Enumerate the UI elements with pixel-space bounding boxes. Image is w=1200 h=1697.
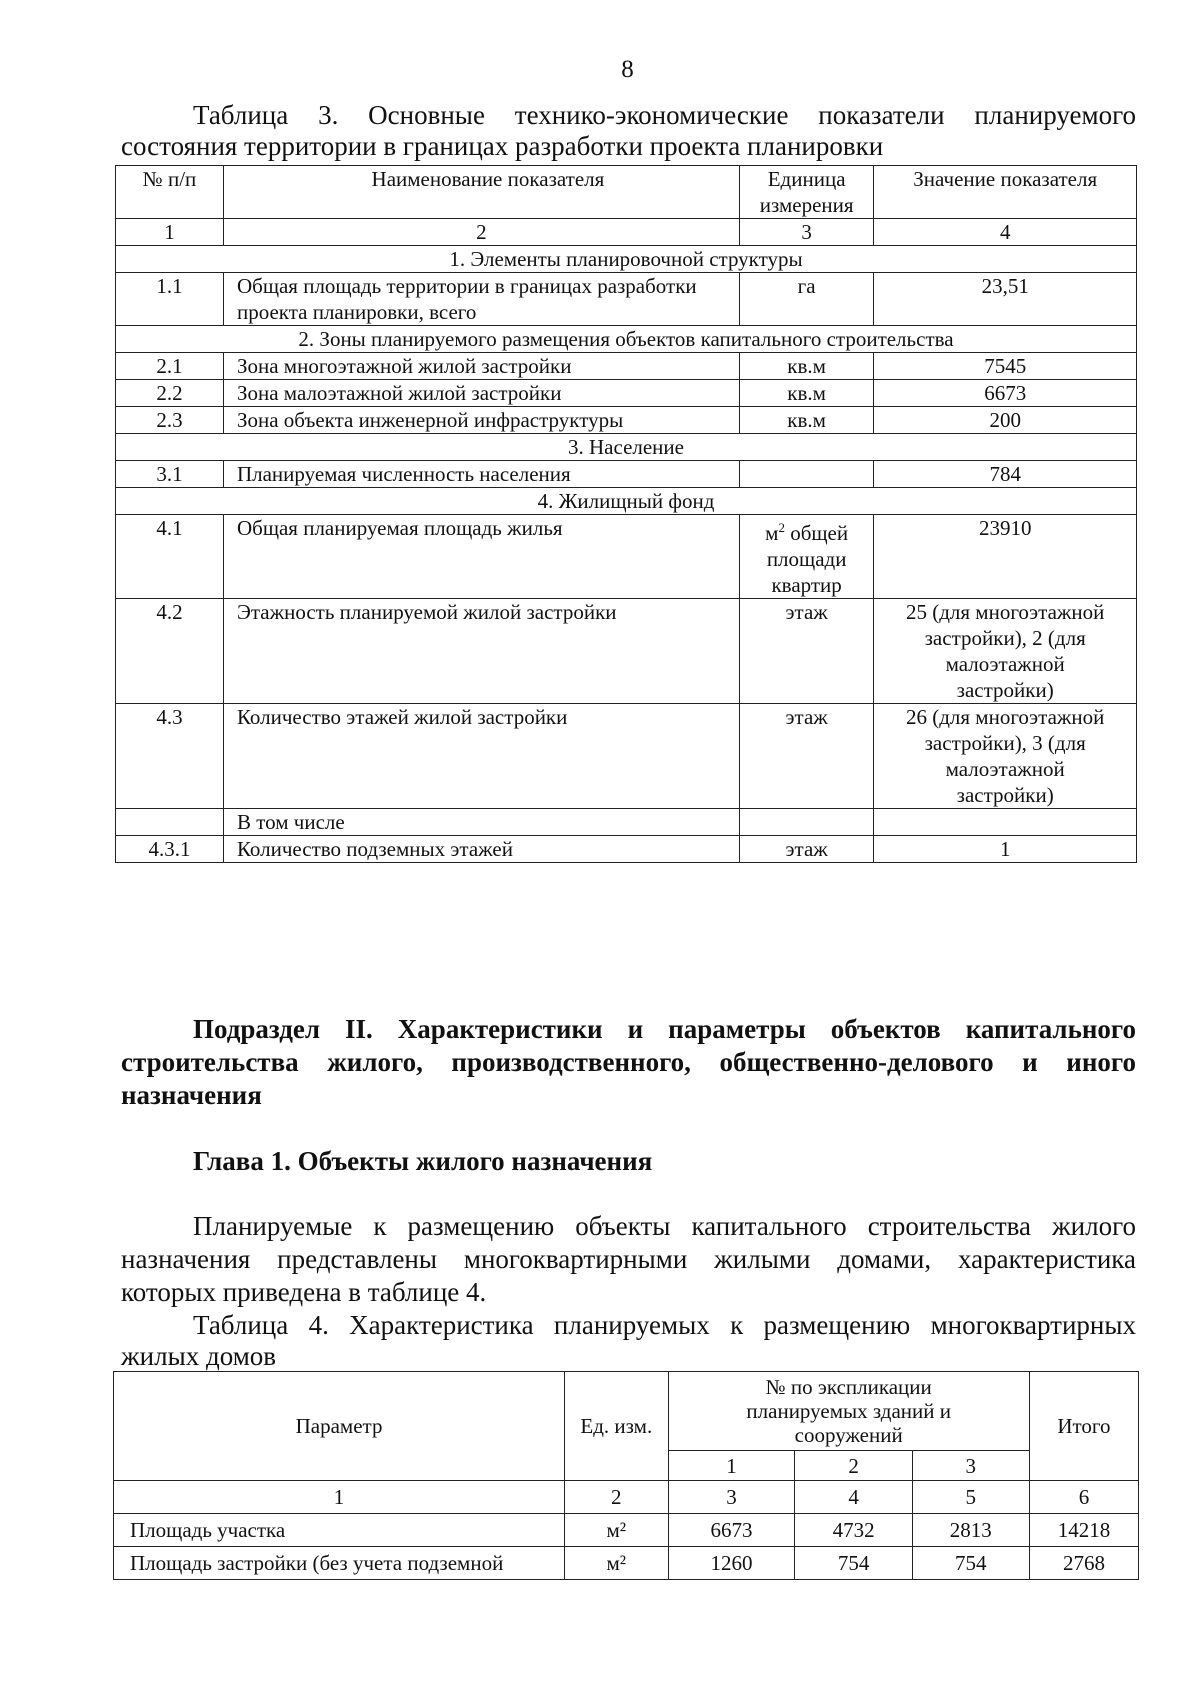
- header-unit: Ед. изм.: [565, 1372, 668, 1481]
- row-value: 6673: [874, 380, 1137, 407]
- header-param: Параметр: [114, 1372, 565, 1481]
- table-row: [114, 1547, 1139, 1580]
- row-num: 2.1: [116, 353, 224, 380]
- row-value: 25 (для многоэтажной застройки), 2 (для малоэтажной застройки): [874, 599, 1137, 704]
- row-num: 4.1: [116, 515, 224, 599]
- section-row: [116, 246, 1137, 273]
- subsection-heading: Подраздел II. Характеристики и параметры объектов капитального строительства жилого, производственного, общественно-делового и иного назначения: [121, 1014, 1136, 1110]
- header-value: Значение показателя: [874, 166, 1137, 219]
- table-row: [114, 1514, 1139, 1547]
- row-name: Количество подземных этажей: [223, 836, 739, 863]
- table-row: [116, 599, 1137, 704]
- page-number: 8: [621, 56, 634, 83]
- row-param: Площадь участка: [114, 1514, 565, 1547]
- body-paragraph: Планируемые к размещению объекты капитального строительства жилого назначения представлены многоквартирными жилыми домами, характеристика которых приведена в таблице 4.: [121, 1211, 1136, 1307]
- table3: [115, 165, 1137, 863]
- colnum-3: 3: [739, 219, 874, 246]
- building-num: 2: [795, 1451, 912, 1481]
- unit-sup: 2: [778, 520, 785, 535]
- row-name: Зона многоэтажной жилой застройки: [223, 353, 739, 380]
- row-unit: кв.м: [739, 353, 874, 380]
- table-row: [116, 461, 1137, 488]
- header-num: № п/п: [116, 166, 224, 219]
- row-num: 1.1: [116, 273, 224, 326]
- row-unit: га: [739, 273, 874, 326]
- row-value: 6673: [668, 1514, 795, 1547]
- table-row: [116, 380, 1137, 407]
- colnum: 5: [912, 1481, 1029, 1514]
- row-value: [874, 809, 1137, 836]
- row-name: Количество этажей жилой застройки: [223, 704, 739, 809]
- row-value: 7545: [874, 353, 1137, 380]
- colnum: 3: [668, 1481, 795, 1514]
- table4-caption: Таблица 4. Характеристика планируемых к размещению многоквартирных жилых домов: [121, 1310, 1136, 1371]
- table-row: [116, 836, 1137, 863]
- row-unit: кв.м: [739, 407, 874, 434]
- section-row: [116, 488, 1137, 515]
- table-row: [116, 273, 1137, 326]
- row-value: 1: [874, 836, 1137, 863]
- building-num: 3: [912, 1451, 1029, 1481]
- table-row: [116, 809, 1137, 836]
- row-num: 2.3: [116, 407, 224, 434]
- table3-header-row: [116, 166, 1137, 219]
- row-num: 3.1: [116, 461, 224, 488]
- section-row: [116, 434, 1137, 461]
- table-row: [116, 704, 1137, 809]
- row-unit: этаж: [739, 704, 874, 809]
- row-value: 754: [795, 1547, 912, 1580]
- header-total: Итого: [1029, 1372, 1138, 1481]
- row-value: 2813: [912, 1514, 1029, 1547]
- table3-caption: Таблица 3. Основные технико-экономические показатели планируемого состояния территории в границах разработки проекта планировки: [121, 100, 1136, 161]
- row-value: 754: [912, 1547, 1029, 1580]
- chapter-heading: Глава 1. Объекты жилого назначения: [193, 1146, 653, 1176]
- header-unit: Единица измерения: [739, 166, 874, 219]
- row-value: 1260: [668, 1547, 795, 1580]
- row-param: Площадь застройки (без учета подземной: [114, 1547, 565, 1580]
- row-value: 200: [874, 407, 1137, 434]
- row-value: 784: [874, 461, 1137, 488]
- building-num: 1: [668, 1451, 795, 1481]
- table4: [113, 1371, 1139, 1580]
- section-title: 4. Жилищный фонд: [116, 488, 1137, 515]
- row-unit: этаж: [739, 599, 874, 704]
- header-expl: № по экспликации планируемых зданий и сооружений: [668, 1372, 1029, 1451]
- row-num: 2.2: [116, 380, 224, 407]
- colnum: 2: [565, 1481, 668, 1514]
- table-row: [116, 515, 1137, 599]
- section-title: 3. Население: [116, 434, 1137, 461]
- row-unit: м²: [565, 1514, 668, 1547]
- row-unit: кв.м: [739, 380, 874, 407]
- row-num: 4.3: [116, 704, 224, 809]
- row-name: Планируемая численность населения: [223, 461, 739, 488]
- unit-base: м: [765, 521, 779, 545]
- row-unit: [739, 461, 874, 488]
- row-name: Этажность планируемой жилой застройки: [223, 599, 739, 704]
- row-value: 23910: [874, 515, 1137, 599]
- row-value: 4732: [795, 1514, 912, 1547]
- table4-colnum-row: [114, 1481, 1139, 1514]
- row-unit: [739, 809, 874, 836]
- table3-colnum-row: [116, 219, 1137, 246]
- row-name: В том числе: [223, 809, 739, 836]
- unit-rest: общей площади квартир: [766, 521, 849, 597]
- row-name: Общая площадь территории в границах разработки проекта планировки, всего: [223, 273, 739, 326]
- section-title: 1. Элементы планировочной структуры: [116, 246, 1137, 273]
- header-name: Наименование показателя: [223, 166, 739, 219]
- table-row: [116, 407, 1137, 434]
- row-name: Зона объекта инженерной инфраструктуры: [223, 407, 739, 434]
- section-row: [116, 326, 1137, 353]
- section-title: 2. Зоны планируемого размещения объектов капитального строительства: [116, 326, 1137, 353]
- row-value: 26 (для многоэтажной застройки), 3 (для малоэтажной застройки): [874, 704, 1137, 809]
- table4-header-row: [114, 1372, 1139, 1451]
- row-value: 23,51: [874, 273, 1137, 326]
- row-num: [116, 809, 224, 836]
- row-num: 4.2: [116, 599, 224, 704]
- colnum: 4: [795, 1481, 912, 1514]
- row-unit: м²: [565, 1547, 668, 1580]
- row-name: Общая планируемая площадь жилья: [223, 515, 739, 599]
- row-unit: [739, 515, 874, 599]
- row-unit: этаж: [739, 836, 874, 863]
- table-row: [116, 353, 1137, 380]
- row-total: 2768: [1029, 1547, 1138, 1580]
- colnum: 1: [114, 1481, 565, 1514]
- row-total: 14218: [1029, 1514, 1138, 1547]
- row-name: Зона малоэтажной жилой застройки: [223, 380, 739, 407]
- colnum-2: 2: [223, 219, 739, 246]
- colnum-1: 1: [116, 219, 224, 246]
- colnum: 6: [1029, 1481, 1138, 1514]
- colnum-4: 4: [874, 219, 1137, 246]
- row-num: 4.3.1: [116, 836, 224, 863]
